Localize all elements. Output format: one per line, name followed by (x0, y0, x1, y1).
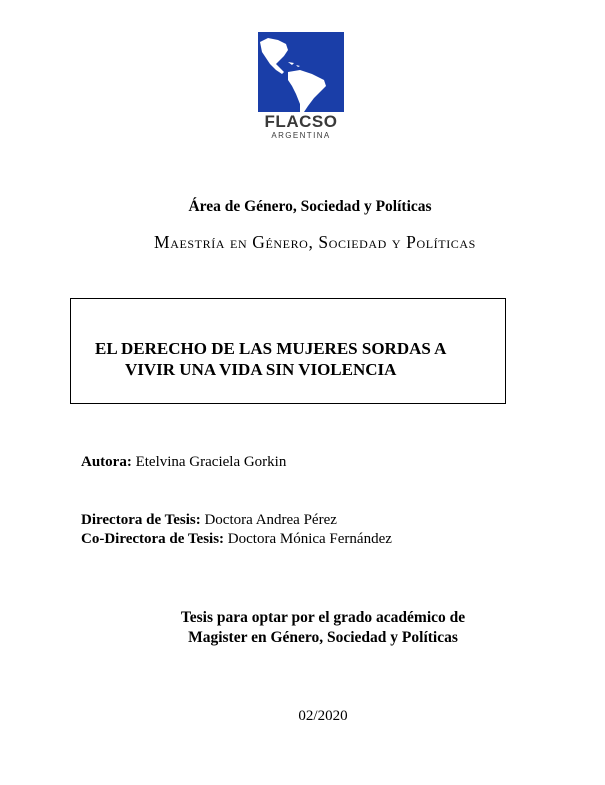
program-heading: Maestría en Género, Sociedad y Políticas (154, 232, 476, 252)
codirector-line (81, 530, 392, 549)
submission-date: 02/2020 (298, 708, 348, 724)
thesis-title-line-2: VIVIR UNA VIDA SIN VIOLENCIA (125, 360, 397, 379)
author-line (81, 453, 286, 472)
codirector-label: Co-Directora de Tesis: (81, 531, 225, 547)
thesis-title-box (70, 298, 506, 404)
director-line (81, 511, 337, 530)
director-name: Doctora Andrea Pérez (204, 512, 337, 528)
logo-subtitle: ARGENTINA (271, 131, 331, 140)
flacso-logo (258, 32, 344, 144)
area-heading: Área de Género, Sociedad y Políticas (188, 198, 432, 215)
codirector-name: Doctora Mónica Fernández (227, 531, 392, 547)
thesis-degree-line-1: Tesis para optar por el grado académico de (180, 609, 466, 626)
logo-name: FLACSO (264, 112, 338, 131)
thesis-degree-line-2: Magister en Género, Sociedad y Políticas (188, 629, 458, 646)
author-label: Autora: (81, 454, 132, 470)
director-label: Directora de Tesis: (81, 512, 201, 528)
americas-map-icon (258, 32, 344, 112)
author-name: Etelvina Graciela Gorkin (135, 454, 287, 470)
thesis-title-line-1: EL DERECHO DE LAS MUJERES SORDAS A (95, 339, 447, 358)
thesis-degree-statement (0, 608, 605, 648)
